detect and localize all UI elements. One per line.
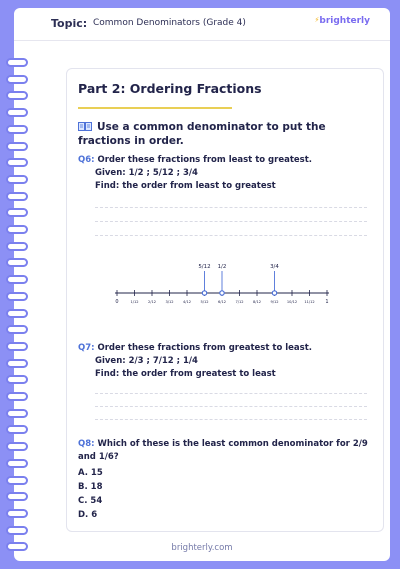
question-6: [78, 154, 312, 193]
number-line-point-label: 5/12: [198, 264, 211, 270]
spiral-ring: [6, 258, 28, 267]
answer-line[interactable]: [95, 207, 367, 208]
number-line-point-label: 3/4: [270, 264, 279, 270]
spiral-ring: [6, 292, 28, 301]
spiral-ring: [6, 142, 28, 151]
spiral-ring: [6, 91, 28, 100]
spiral-ring: [6, 542, 28, 551]
spiral-ring: [6, 225, 28, 234]
bolt-icon: ⚡: [314, 16, 320, 24]
exercise-card: [66, 68, 384, 532]
topic-label: Topic:: [51, 17, 88, 30]
number-line-tick-label: 1/12: [130, 300, 139, 304]
header-bar: [14, 8, 390, 41]
spiral-ring: [6, 509, 28, 518]
number-line-tick-label: 8/12: [252, 300, 262, 304]
question-7: [78, 342, 312, 381]
spiral-ring: [6, 409, 28, 418]
spiral-ring: [6, 325, 28, 334]
spiral-ring: [6, 492, 28, 501]
instruction: [78, 120, 368, 148]
book-icon: [78, 122, 92, 131]
spiral-ring: [6, 275, 28, 284]
answer-line[interactable]: [95, 235, 367, 236]
number-line-tick-label: 11/12: [304, 300, 315, 304]
question-text: Order these fractions from greatest to least.: [97, 343, 313, 353]
spiral-ring: [6, 425, 28, 434]
option-a[interactable]: A. 15: [78, 468, 103, 478]
question-number: Q6:: [78, 155, 95, 165]
number-line-tick-label: 9/12: [270, 300, 279, 304]
brand-name: brighterly: [319, 16, 370, 26]
question-given: Given: 2/3 ; 7/12 ; 1/4: [95, 356, 198, 366]
spiral-ring: [6, 526, 28, 535]
spiral-ring: [6, 342, 28, 351]
option-b[interactable]: B. 18: [78, 482, 103, 492]
number-line-tick-label: 6/12: [217, 300, 227, 304]
spiral-ring: [6, 442, 28, 451]
spiral-ring: [6, 175, 28, 184]
spiral-ring: [6, 375, 28, 384]
number-line: [111, 259, 341, 309]
number-line-tick-label: 1: [325, 299, 329, 305]
spiral-ring: [6, 192, 28, 201]
answer-line[interactable]: [95, 406, 367, 407]
spiral-ring: [6, 108, 28, 117]
spiral-ring: [6, 242, 28, 251]
question-text: Order these fractions from least to greatest.: [97, 155, 313, 165]
option-c[interactable]: C. 54: [78, 496, 103, 506]
answer-line[interactable]: [95, 419, 367, 420]
question-find: Find: the order from greatest to least: [95, 369, 276, 379]
number-line-point: [272, 291, 276, 295]
brand-logo: [314, 16, 370, 26]
option-d[interactable]: D. 6: [78, 510, 98, 520]
title-underline: [78, 107, 232, 109]
spiral-ring: [6, 359, 28, 368]
number-line-tick-label: 10/12: [286, 300, 298, 304]
topic-value: Common Denominators (Grade 4): [93, 18, 246, 28]
spiral-ring: [6, 309, 28, 318]
spiral-ring: [6, 125, 28, 134]
spiral-ring: [6, 58, 28, 67]
answer-line[interactable]: [95, 221, 367, 222]
question-number: Q7:: [78, 343, 95, 353]
question-number: Q8:: [78, 439, 95, 449]
answer-line[interactable]: [95, 393, 367, 394]
number-line-tick-label: 5/12: [200, 300, 209, 304]
question-8: [78, 438, 374, 522]
number-line-point: [202, 291, 206, 295]
part-title: Part 2: Ordering Fractions: [78, 81, 262, 96]
number-line-tick-label: 0: [115, 299, 119, 305]
worksheet-page: [14, 8, 390, 561]
spiral-ring: [6, 208, 28, 217]
spiral-ring: [6, 476, 28, 485]
number-line-tick-label: 2/12: [147, 300, 157, 304]
number-line-point-label: 1/2: [217, 264, 227, 270]
question-text: Which of these is the least common denominator for 2/9 and 1/6?: [78, 439, 368, 462]
instruction-text: Use a common denominator to put the fractions in order.: [78, 121, 326, 147]
number-line-tick-label: 3/12: [165, 300, 174, 304]
question-find: Find: the order from least to greatest: [95, 181, 276, 191]
spiral-ring: [6, 75, 28, 84]
spiral-ring: [6, 459, 28, 468]
number-line-point: [220, 291, 224, 295]
footer-url: brighterly.com: [171, 543, 233, 553]
question-given: Given: 1/2 ; 5/12 ; 3/4: [95, 168, 198, 178]
number-line-tick-label: 4/12: [182, 300, 192, 304]
number-line-tick-label: 7/12: [235, 300, 244, 304]
spiral-ring: [6, 158, 28, 167]
spiral-ring: [6, 392, 28, 401]
